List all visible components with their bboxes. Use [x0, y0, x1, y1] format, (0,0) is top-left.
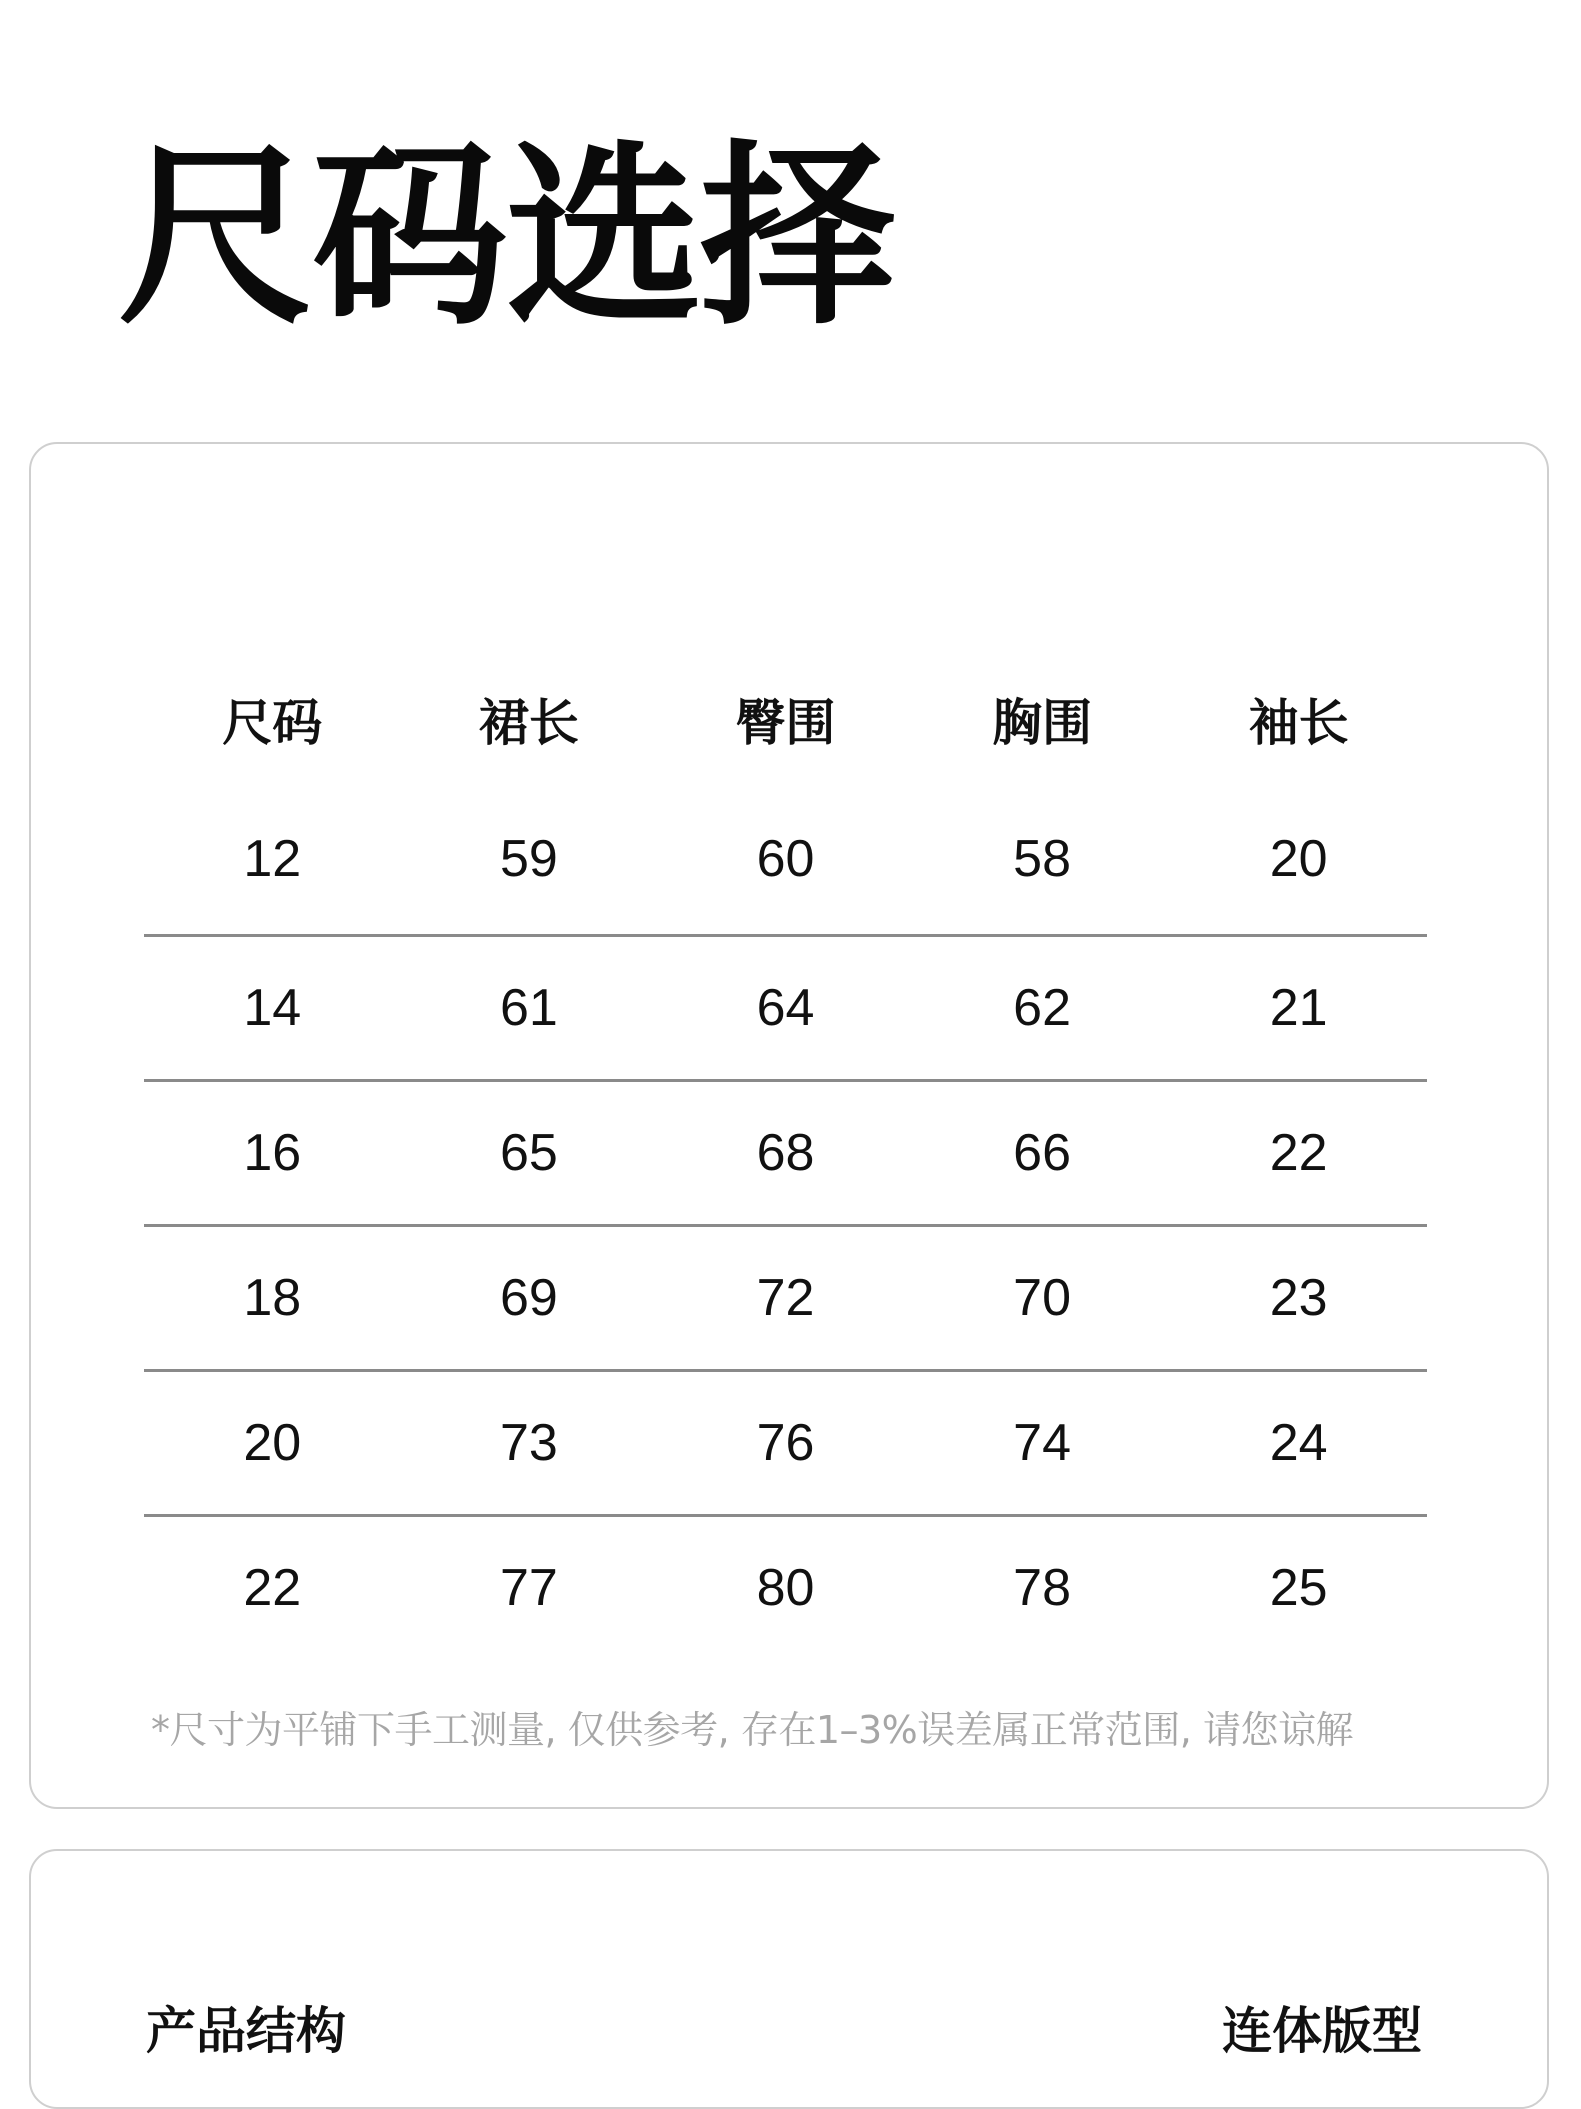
table-cell: 22: [243, 1559, 302, 1617]
table-cell: 16: [144, 1081, 401, 1226]
table-cell: 18: [144, 1226, 401, 1371]
header-sleeve-length: 袖长: [1248, 694, 1349, 752]
table-cell: 68: [657, 1081, 914, 1226]
table-cell: 65: [401, 1081, 658, 1226]
structure-value: 连体版型: [1222, 2002, 1422, 2060]
table-cell: 76: [657, 1371, 914, 1516]
table-row: [144, 1371, 1427, 1516]
table-cell: 78: [1013, 1559, 1071, 1617]
header-size: 尺码: [222, 694, 323, 752]
table-cell: 69: [401, 1226, 658, 1371]
table-cell: 66: [914, 1081, 1171, 1226]
table-cell: 74: [914, 1371, 1171, 1516]
table-cell: 77: [499, 1559, 558, 1617]
table-cell: 72: [657, 1226, 914, 1371]
structure-label: 产品结构: [146, 2002, 346, 2060]
table-cell: 22: [1170, 1081, 1427, 1226]
table-cell: 62: [914, 936, 1171, 1081]
table-cell: 12: [144, 784, 401, 936]
table-row: [144, 1226, 1427, 1371]
header-hip: 臀围: [735, 694, 836, 752]
table-row: [144, 936, 1427, 1081]
table-cell: 23: [1170, 1226, 1427, 1371]
table-header-row: [144, 654, 1427, 784]
table-cell: 58: [914, 784, 1171, 936]
table-cell: 61: [401, 936, 658, 1081]
table-row: [144, 1081, 1427, 1226]
table-cell: 59: [401, 784, 658, 936]
table-cell: 80: [756, 1559, 815, 1617]
table-cell: 14: [144, 936, 401, 1081]
table-row: [144, 784, 1427, 936]
header-dress-length: 裙长: [478, 694, 579, 752]
measurement-note: *尺寸为平铺下手工测量, 仅供参考, 存在1–3%误差属正常范围, 请您谅解: [151, 1708, 1353, 1752]
header-bust: 胸围: [992, 694, 1093, 752]
table-cell: 24: [1170, 1371, 1427, 1516]
table-cell: 21: [1170, 936, 1427, 1081]
table-cell: 70: [914, 1226, 1171, 1371]
table-cell: 25: [1269, 1559, 1328, 1617]
table-cell: 20: [1170, 784, 1427, 936]
size-table: [144, 654, 1427, 1659]
table-cell: 73: [401, 1371, 658, 1516]
table-cell: 60: [657, 784, 914, 936]
table-cell: 64: [657, 936, 914, 1081]
size-chart-card: [29, 442, 1549, 1809]
table-cell: 20: [144, 1371, 401, 1516]
product-structure-card: [29, 1849, 1549, 2109]
page-title: 尺码选择: [118, 124, 895, 352]
table-row: [144, 1516, 1427, 1660]
